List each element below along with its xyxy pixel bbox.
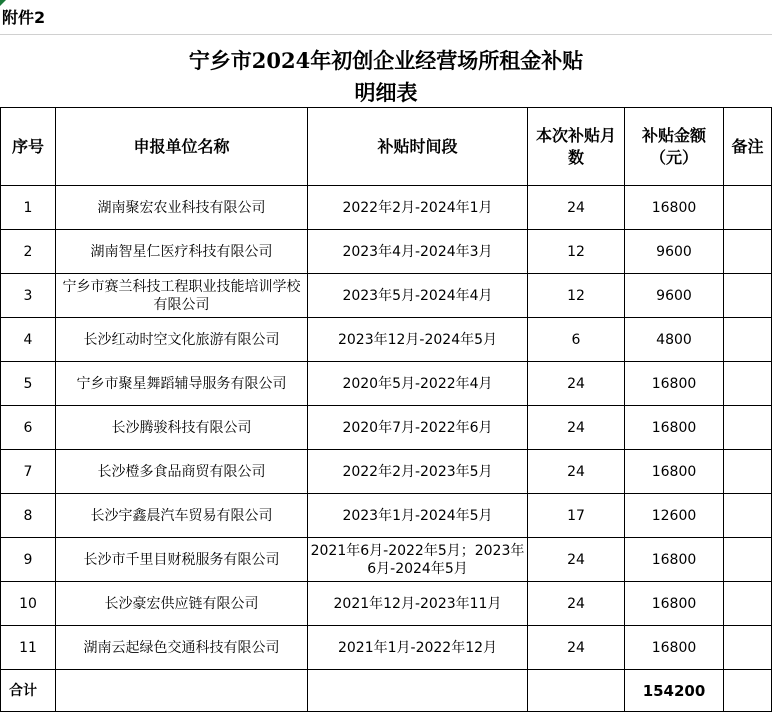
subsidy-months: 24	[528, 406, 625, 450]
company-name: 长沙市千里目财税服务有限公司	[56, 538, 308, 582]
subsidy-months: 17	[528, 494, 625, 538]
table-row	[1, 582, 772, 626]
row-index: 9	[1, 538, 56, 582]
subsidy-amount: 16800	[625, 186, 724, 230]
total-empty-company	[56, 670, 308, 712]
company-name: 湖南智星仁医疗科技有限公司	[56, 230, 308, 274]
total-empty-period	[308, 670, 528, 712]
table-row	[1, 274, 772, 318]
company-name: 长沙豪宏供应链有限公司	[56, 582, 308, 626]
subsidy-period: 2023年4月-2024年3月	[308, 230, 528, 274]
header-index: 序号	[1, 108, 56, 186]
subsidy-amount: 9600	[625, 230, 724, 274]
table-row	[1, 626, 772, 670]
subsidy-months: 24	[528, 362, 625, 406]
header-remark: 备注	[724, 108, 772, 186]
subsidy-months: 24	[528, 450, 625, 494]
company-name: 宁乡市聚星舞蹈辅导服务有限公司	[56, 362, 308, 406]
total-row	[1, 670, 772, 712]
subsidy-amount: 16800	[625, 582, 724, 626]
header-company: 申报单位名称	[56, 108, 308, 186]
subsidy-period: 2021年1月-2022年12月	[308, 626, 528, 670]
document-subtitle: 明细表	[354, 80, 418, 105]
table-row	[1, 318, 772, 362]
subsidy-period: 2022年2月-2024年1月	[308, 186, 528, 230]
subsidy-period: 2021年12月-2023年11月	[308, 582, 528, 626]
header-row	[1, 108, 772, 186]
company-name: 长沙红动时空文化旅游有限公司	[56, 318, 308, 362]
subsidy-months: 12	[528, 230, 625, 274]
table-row	[1, 450, 772, 494]
annex-label: 附件2	[2, 8, 46, 27]
total-label: 合计	[1, 670, 56, 712]
company-name: 长沙腾骏科技有限公司	[56, 406, 308, 450]
row-index: 6	[1, 406, 56, 450]
subsidy-months: 24	[528, 626, 625, 670]
company-name: 长沙宇鑫晨汽车贸易有限公司	[56, 494, 308, 538]
table-row	[1, 494, 772, 538]
subsidy-amount: 16800	[625, 450, 724, 494]
total-empty-months	[528, 670, 625, 712]
row-index: 7	[1, 450, 56, 494]
remark	[724, 186, 772, 230]
header-period: 补贴时间段	[308, 108, 528, 186]
remark	[724, 450, 772, 494]
subsidy-period: 2023年1月-2024年5月	[308, 494, 528, 538]
subsidy-amount: 4800	[625, 318, 724, 362]
remark	[724, 274, 772, 318]
remark	[724, 538, 772, 582]
subsidy-amount: 12600	[625, 494, 724, 538]
remark	[724, 626, 772, 670]
table-row	[1, 406, 772, 450]
subsidy-months: 24	[528, 582, 625, 626]
row-index: 5	[1, 362, 56, 406]
company-name: 宁乡市赛兰科技工程职业技能培训学校有限公司	[56, 274, 308, 318]
subsidy-amount: 9600	[625, 274, 724, 318]
header-amount: 补贴金额（元）	[625, 108, 724, 186]
subsidy-period: 2023年5月-2024年4月	[308, 274, 528, 318]
table-row	[1, 186, 772, 230]
subsidy-period: 2020年5月-2022年4月	[308, 362, 528, 406]
subsidy-amount: 16800	[625, 406, 724, 450]
table-row	[1, 230, 772, 274]
remark	[724, 318, 772, 362]
company-name: 长沙橙多食品商贸有限公司	[56, 450, 308, 494]
subsidy-months: 24	[528, 538, 625, 582]
row-index: 11	[1, 626, 56, 670]
subsidy-amount: 16800	[625, 538, 724, 582]
table-row	[1, 362, 772, 406]
subsidy-table	[0, 107, 772, 712]
subsidy-period: 2021年6月-2022年5月；2023年6月-2024年5月	[308, 538, 528, 582]
row-index: 2	[1, 230, 56, 274]
row-index: 1	[1, 186, 56, 230]
row-index: 3	[1, 274, 56, 318]
subsidy-period: 2020年7月-2022年6月	[308, 406, 528, 450]
header-months: 本次补贴月数	[528, 108, 625, 186]
subsidy-months: 24	[528, 186, 625, 230]
subsidy-months: 6	[528, 318, 625, 362]
subsidy-months: 12	[528, 274, 625, 318]
company-name: 湖南聚宏农业科技有限公司	[56, 186, 308, 230]
total-empty-remark	[724, 670, 772, 712]
table-row	[1, 538, 772, 582]
row-index: 10	[1, 582, 56, 626]
remark	[724, 582, 772, 626]
title-block	[0, 34, 772, 107]
document-title: 宁乡市2024年初创企业经营场所租金补贴	[188, 48, 584, 73]
company-name: 湖南云起绿色交通科技有限公司	[56, 626, 308, 670]
subsidy-period: 2022年2月-2023年5月	[308, 450, 528, 494]
subsidy-amount: 16800	[625, 626, 724, 670]
remark	[724, 362, 772, 406]
remark	[724, 230, 772, 274]
row-index: 4	[1, 318, 56, 362]
row-index: 8	[1, 494, 56, 538]
total-amount: 154200	[625, 670, 724, 712]
subsidy-period: 2023年12月-2024年5月	[308, 318, 528, 362]
remark	[724, 406, 772, 450]
remark	[724, 494, 772, 538]
subsidy-amount: 16800	[625, 362, 724, 406]
